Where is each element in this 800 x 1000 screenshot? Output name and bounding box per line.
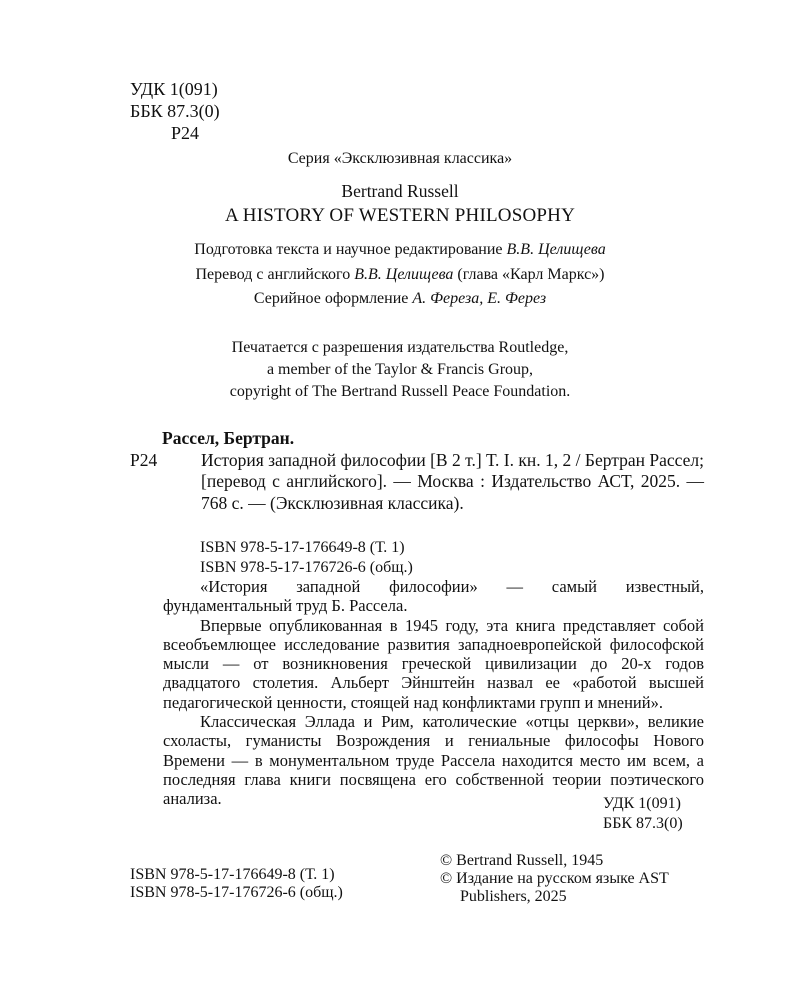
translation-label: Перевод с английского — [195, 266, 355, 283]
catalog-heading: Рассел, Бертран. — [162, 428, 295, 448]
isbn-line: ISBN 978-5-17-176649-8 (Т. 1) — [130, 866, 335, 883]
classification-codes — [130, 78, 220, 144]
catalog-isbn — [200, 538, 413, 578]
editing-label: Подготовка текста и научное редактирование — [194, 241, 507, 258]
copyright-line: © Издание на русском языке AST — [440, 870, 669, 887]
translation-note: (глава «Карл Маркс») — [453, 266, 605, 283]
isbn-line: ISBN 978-5-17-176726-6 (общ.) — [200, 559, 413, 576]
series-line: Серия «Эксклюзивная классика» — [287, 150, 513, 167]
author-mark: Р24 — [171, 123, 200, 143]
design-label: Серийное оформление — [253, 290, 413, 307]
permission-notice — [0, 337, 800, 403]
footer-isbn — [130, 866, 343, 902]
original-author: Bertrand Russell — [341, 181, 459, 201]
annotation-paragraph: Классическая Эллада и Рим, католические «отцы церкви», великие схоласты, гуманисты Возрождения и гениальные философы Нового Времени — в монументальном труде Рассела находится место им всем, а последняя глава книги посвящена его собственной теории поэтического анализа. — [163, 712, 704, 809]
annotation — [163, 577, 704, 809]
catalog-description: История западной философии [В 2 т.] Т. I. кн. 1, 2 / Бертран Рассел; [перевод с английского]. — Москва : Издательство АСТ, 2025. — 768 с. — (Эксклюзивная классика). — [201, 449, 704, 513]
udk-code: УДК 1(091) — [130, 79, 218, 99]
copyright-notice — [440, 852, 669, 906]
translation-credit — [0, 266, 800, 284]
annotation-paragraph: «История западной философии» — самый известный, фундаментальный труд Б. Рассела. — [163, 577, 704, 616]
annotation-paragraph: Впервые опубликованная в 1945 году, эта книга представляет собой всеобъемлющее исследование развития западноевропейской философской мысли — от возникновения греческой цивилизации до 20-х годов двадцатого столетия. Альберт Эйнштейн назвал ее «работой высшей педагогической ценности, стоящей над конфликтами групп и мнений». — [163, 615, 704, 712]
translation-name: В.В. Целищева — [354, 266, 454, 283]
copyright-line: Publishers, 2025 — [460, 888, 567, 905]
copyright-line: © Bertrand Russell, 1945 — [440, 852, 604, 869]
permission-line: copyright of The Bertrand Russell Peace Foundation. — [229, 383, 571, 400]
bbk-code: ББК 87.3(0) — [603, 815, 683, 832]
editing-name: В.В. Целищева — [506, 241, 606, 258]
annotation-codes — [603, 794, 683, 834]
bbk-code: ББК 87.3(0) — [130, 101, 220, 121]
design-credit — [0, 290, 800, 308]
design-names: А. Фереза, Е. Ферез — [412, 290, 547, 307]
isbn-line: ISBN 978-5-17-176649-8 (Т. 1) — [200, 539, 405, 556]
isbn-line: ISBN 978-5-17-176726-6 (общ.) — [130, 884, 343, 901]
permission-line: Печатается с разрешения издательства Routledge, — [231, 339, 569, 356]
permission-line: a member of the Taylor & Francis Group, — [266, 361, 534, 378]
udk-code: УДК 1(091) — [603, 795, 681, 812]
catalog-label: Р24 — [130, 449, 158, 470]
original-title: A HISTORY OF WESTERN PHILOSOPHY — [224, 205, 575, 226]
editing-credit — [0, 241, 800, 259]
